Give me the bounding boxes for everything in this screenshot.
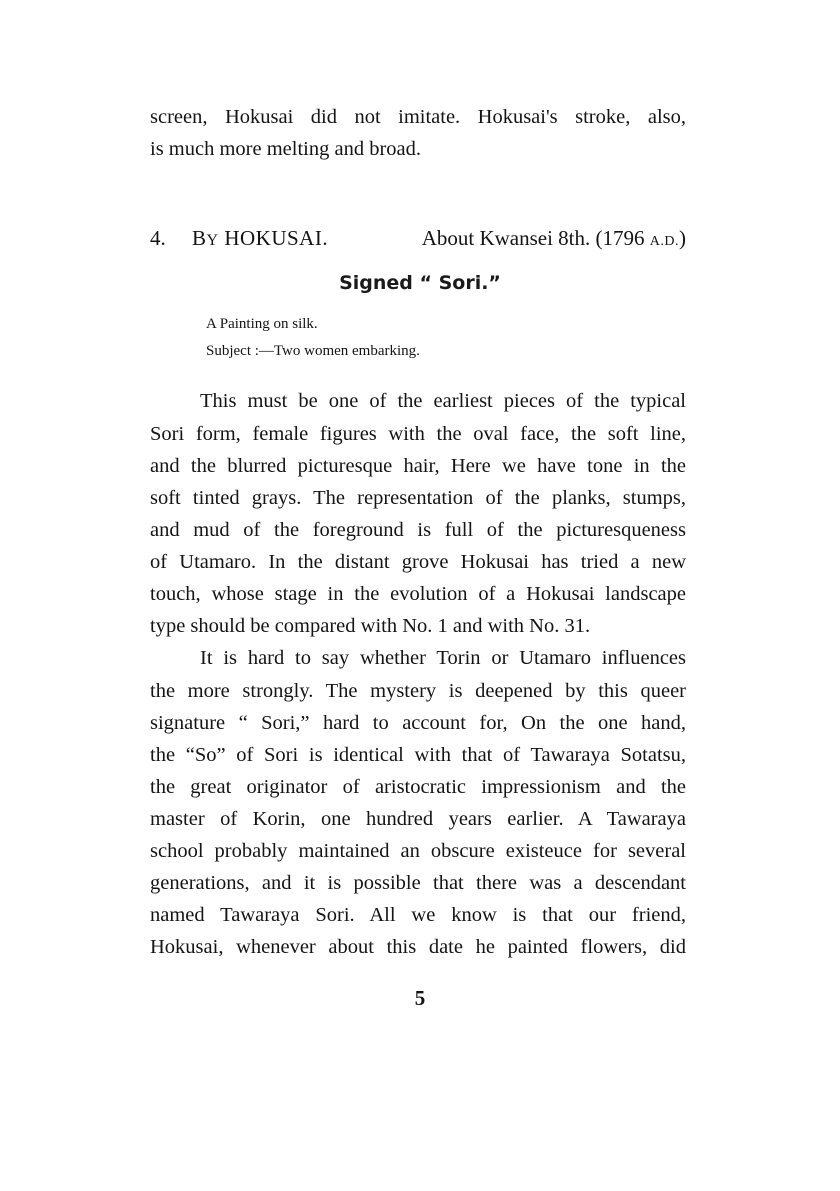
- era-label: A.D.: [649, 234, 679, 249]
- medium-description: A Painting on silk.: [206, 316, 318, 332]
- text-line: named Tawaraya Sori. All we know is that our friend,: [150, 904, 686, 926]
- text-line: This must be one of the earliest pieces of the typical: [200, 390, 686, 412]
- date-text: About Kwansei 8th. (1796: [421, 226, 650, 250]
- entry-number: 4.: [150, 226, 166, 250]
- text-line: school probably maintained an obscure existeuce for several: [150, 840, 686, 862]
- date-close: ): [679, 226, 686, 250]
- text-line: master of Korin, one hundred years earlier. A Tawaraya: [150, 808, 686, 830]
- text-line: and the blurred picturesque hair, Here we have tone in the: [150, 455, 686, 477]
- text-line: soft tinted grays. The representation of the planks, stumps,: [150, 487, 686, 509]
- by-small: Y: [206, 232, 219, 249]
- text-line: Hokusai, whenever about this date he painted flowers, did: [150, 936, 686, 958]
- artist-name: HOKUSAI.: [224, 226, 329, 250]
- signed-label: Signed “ Sori.”: [339, 272, 501, 294]
- text-line: the “So” of Sori is identical with that of Tawaraya Sotatsu,: [150, 744, 686, 766]
- text-line: touch, whose stage in the evolution of a Hokusai landscape: [150, 583, 686, 605]
- entry-artist: [192, 222, 328, 257]
- by-lead: B: [192, 226, 207, 250]
- text-line: It is hard to say whether Torin or Utamaro influences: [200, 647, 686, 669]
- text-line: the more strongly. The mystery is deepened by this queer: [150, 680, 686, 702]
- text-line: Sori form, female figures with the oval face, the soft line,: [150, 423, 686, 445]
- text-line: and mud of the foreground is full of the picturesqueness: [150, 519, 686, 541]
- text-line: the great originator of aristocratic impressionism and the: [150, 776, 686, 798]
- page-number: 5: [414, 986, 426, 1010]
- entry-date: [422, 222, 686, 258]
- text-line: screen, Hokusai did not imitate. Hokusai's stroke, also,: [150, 106, 686, 128]
- text-line: signature “ Sori,” hard to account for, On the one hand,: [150, 712, 686, 734]
- text-line: generations, and it is possible that there was a descendant: [150, 872, 686, 894]
- subject-description: Subject :—Two women embarking.: [206, 343, 420, 359]
- text-line: is much more melting and broad.: [150, 138, 421, 160]
- text-line: type should be compared with No. 1 and with No. 31.: [150, 615, 591, 637]
- text-line: of Utamaro. In the distant grove Hokusai has tried a new: [150, 551, 686, 573]
